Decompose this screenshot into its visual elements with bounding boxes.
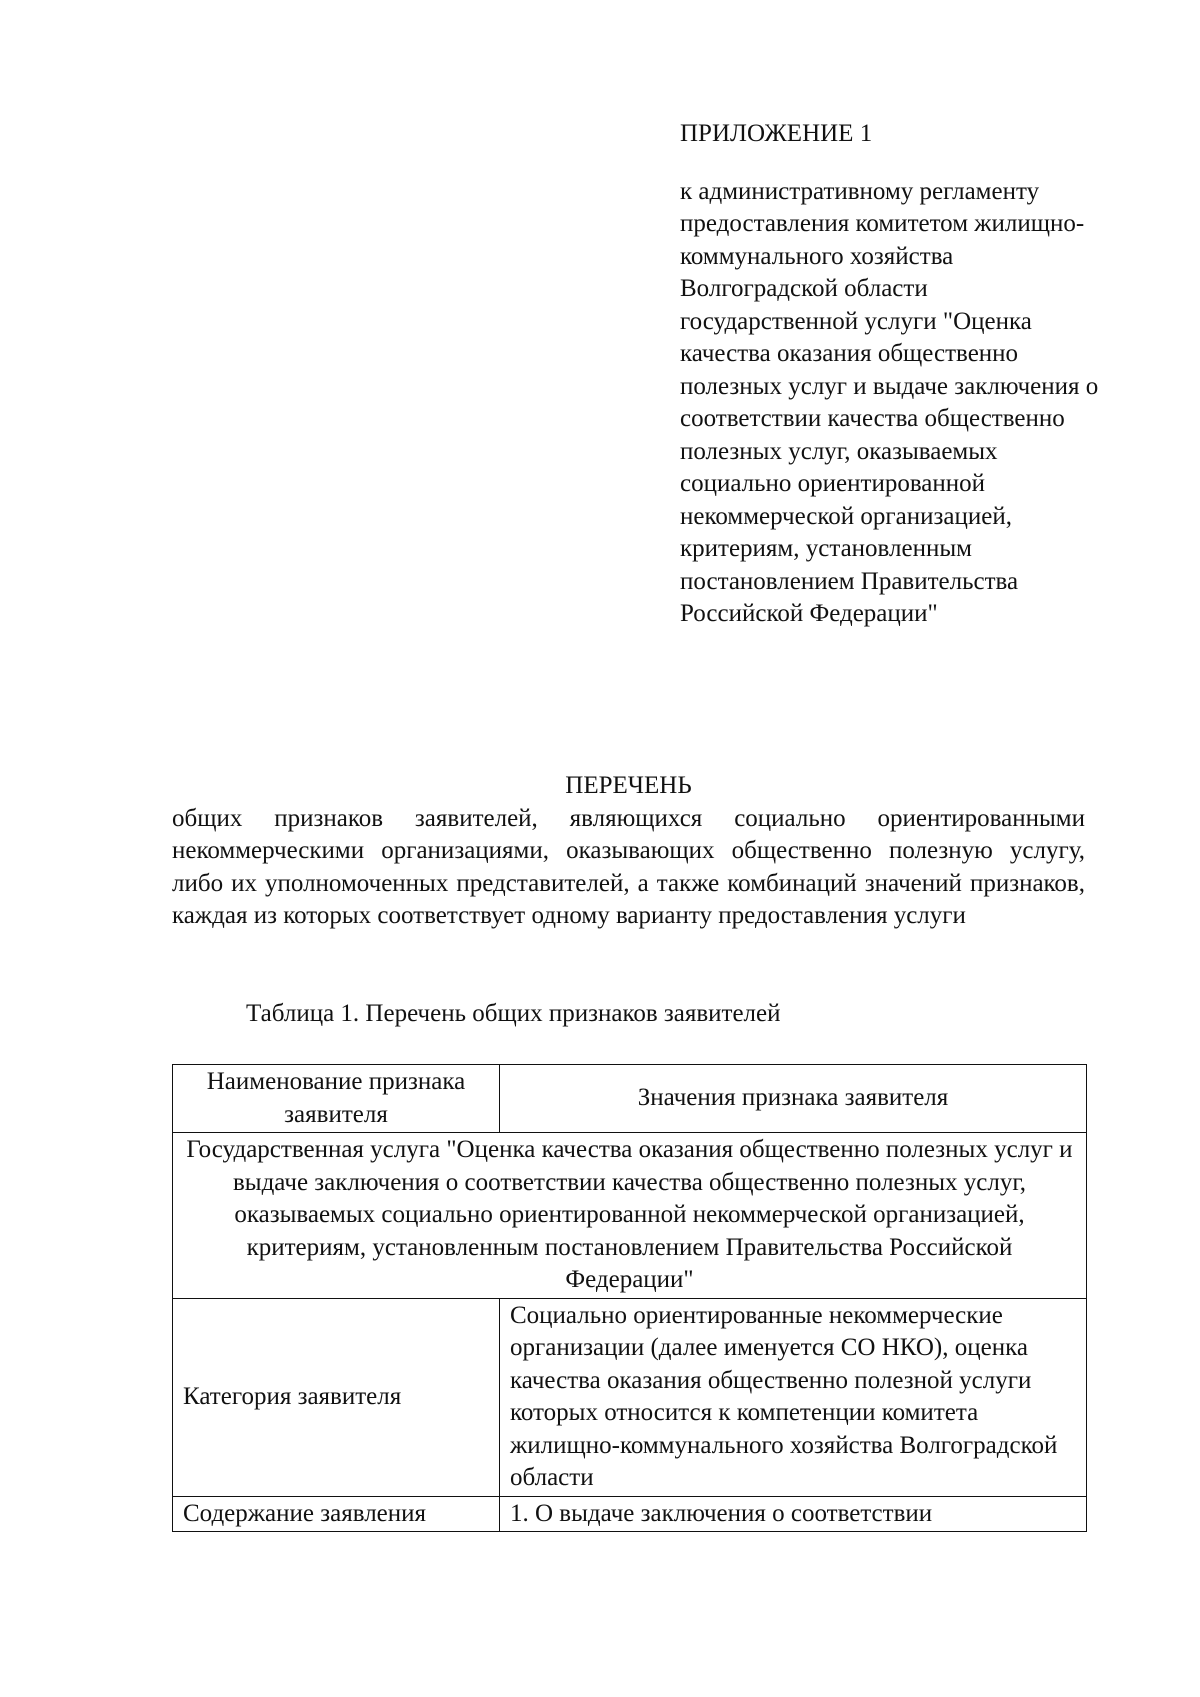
appendix-title: ПРИЛОЖЕНИЕ 1 <box>680 120 873 147</box>
signs-table <box>172 1064 1087 1532</box>
sign-name-cell: Содержание заявления <box>173 1496 500 1532</box>
appendix-block <box>680 118 1100 631</box>
sign-name-cell: Категория заявителя <box>173 1298 500 1496</box>
table-row <box>173 1496 1087 1532</box>
list-title: ПЕРЕЧЕНЬ <box>565 772 692 799</box>
list-heading <box>172 770 1085 933</box>
column-header-name: Наименование признака заявителя <box>173 1065 500 1133</box>
appendix-text: к административному регламенту предоставления комитетом жилищно-коммунального хозяйства Волгоградской области государственной услуги "Оценка качества оказания общественно полезных услуг и выдаче заключения о соответствии качества общественно полезных услуг, оказываемых социально ориентированной некоммерческой организацией, критериям, установленным постановлением Правительства Российской Федерации" <box>680 177 1099 627</box>
list-description: общих признаков заявителей, являющихся социально ориентированными некоммерческими организациями, оказывающих общественно полезную услугу, либо их уполномоченных представителей, а также комбинаций значений признаков, каждая из которых соответствует одному варианту предоставления услуги <box>172 804 1085 929</box>
sign-value-cell: Социально ориентированные некоммерческие организации (далее именуется СО НКО), оценка качества оказания общественно полезной услуги которых относится к компетенции комитета жилищно-коммунального хозяйства Волгоградской области <box>500 1298 1087 1496</box>
table-header-row <box>173 1065 1087 1133</box>
table-row <box>173 1298 1087 1496</box>
table-caption: Таблица 1. Перечень общих признаков заявителей <box>246 1000 781 1027</box>
section-title-cell: Государственная услуга "Оценка качества оказания общественно полезных услуг и выдаче заключения о соответствии качества общественно полезных услуг, оказываемых социально ориентированной некоммерческой организацией, критериям, установленным постановлением Правительства Российской Федерации" <box>173 1133 1087 1299</box>
sign-value-cell: 1. О выдаче заключения о соответствии <box>500 1496 1087 1532</box>
table-section-row <box>173 1133 1087 1299</box>
column-header-values: Значения признака заявителя <box>500 1065 1087 1133</box>
